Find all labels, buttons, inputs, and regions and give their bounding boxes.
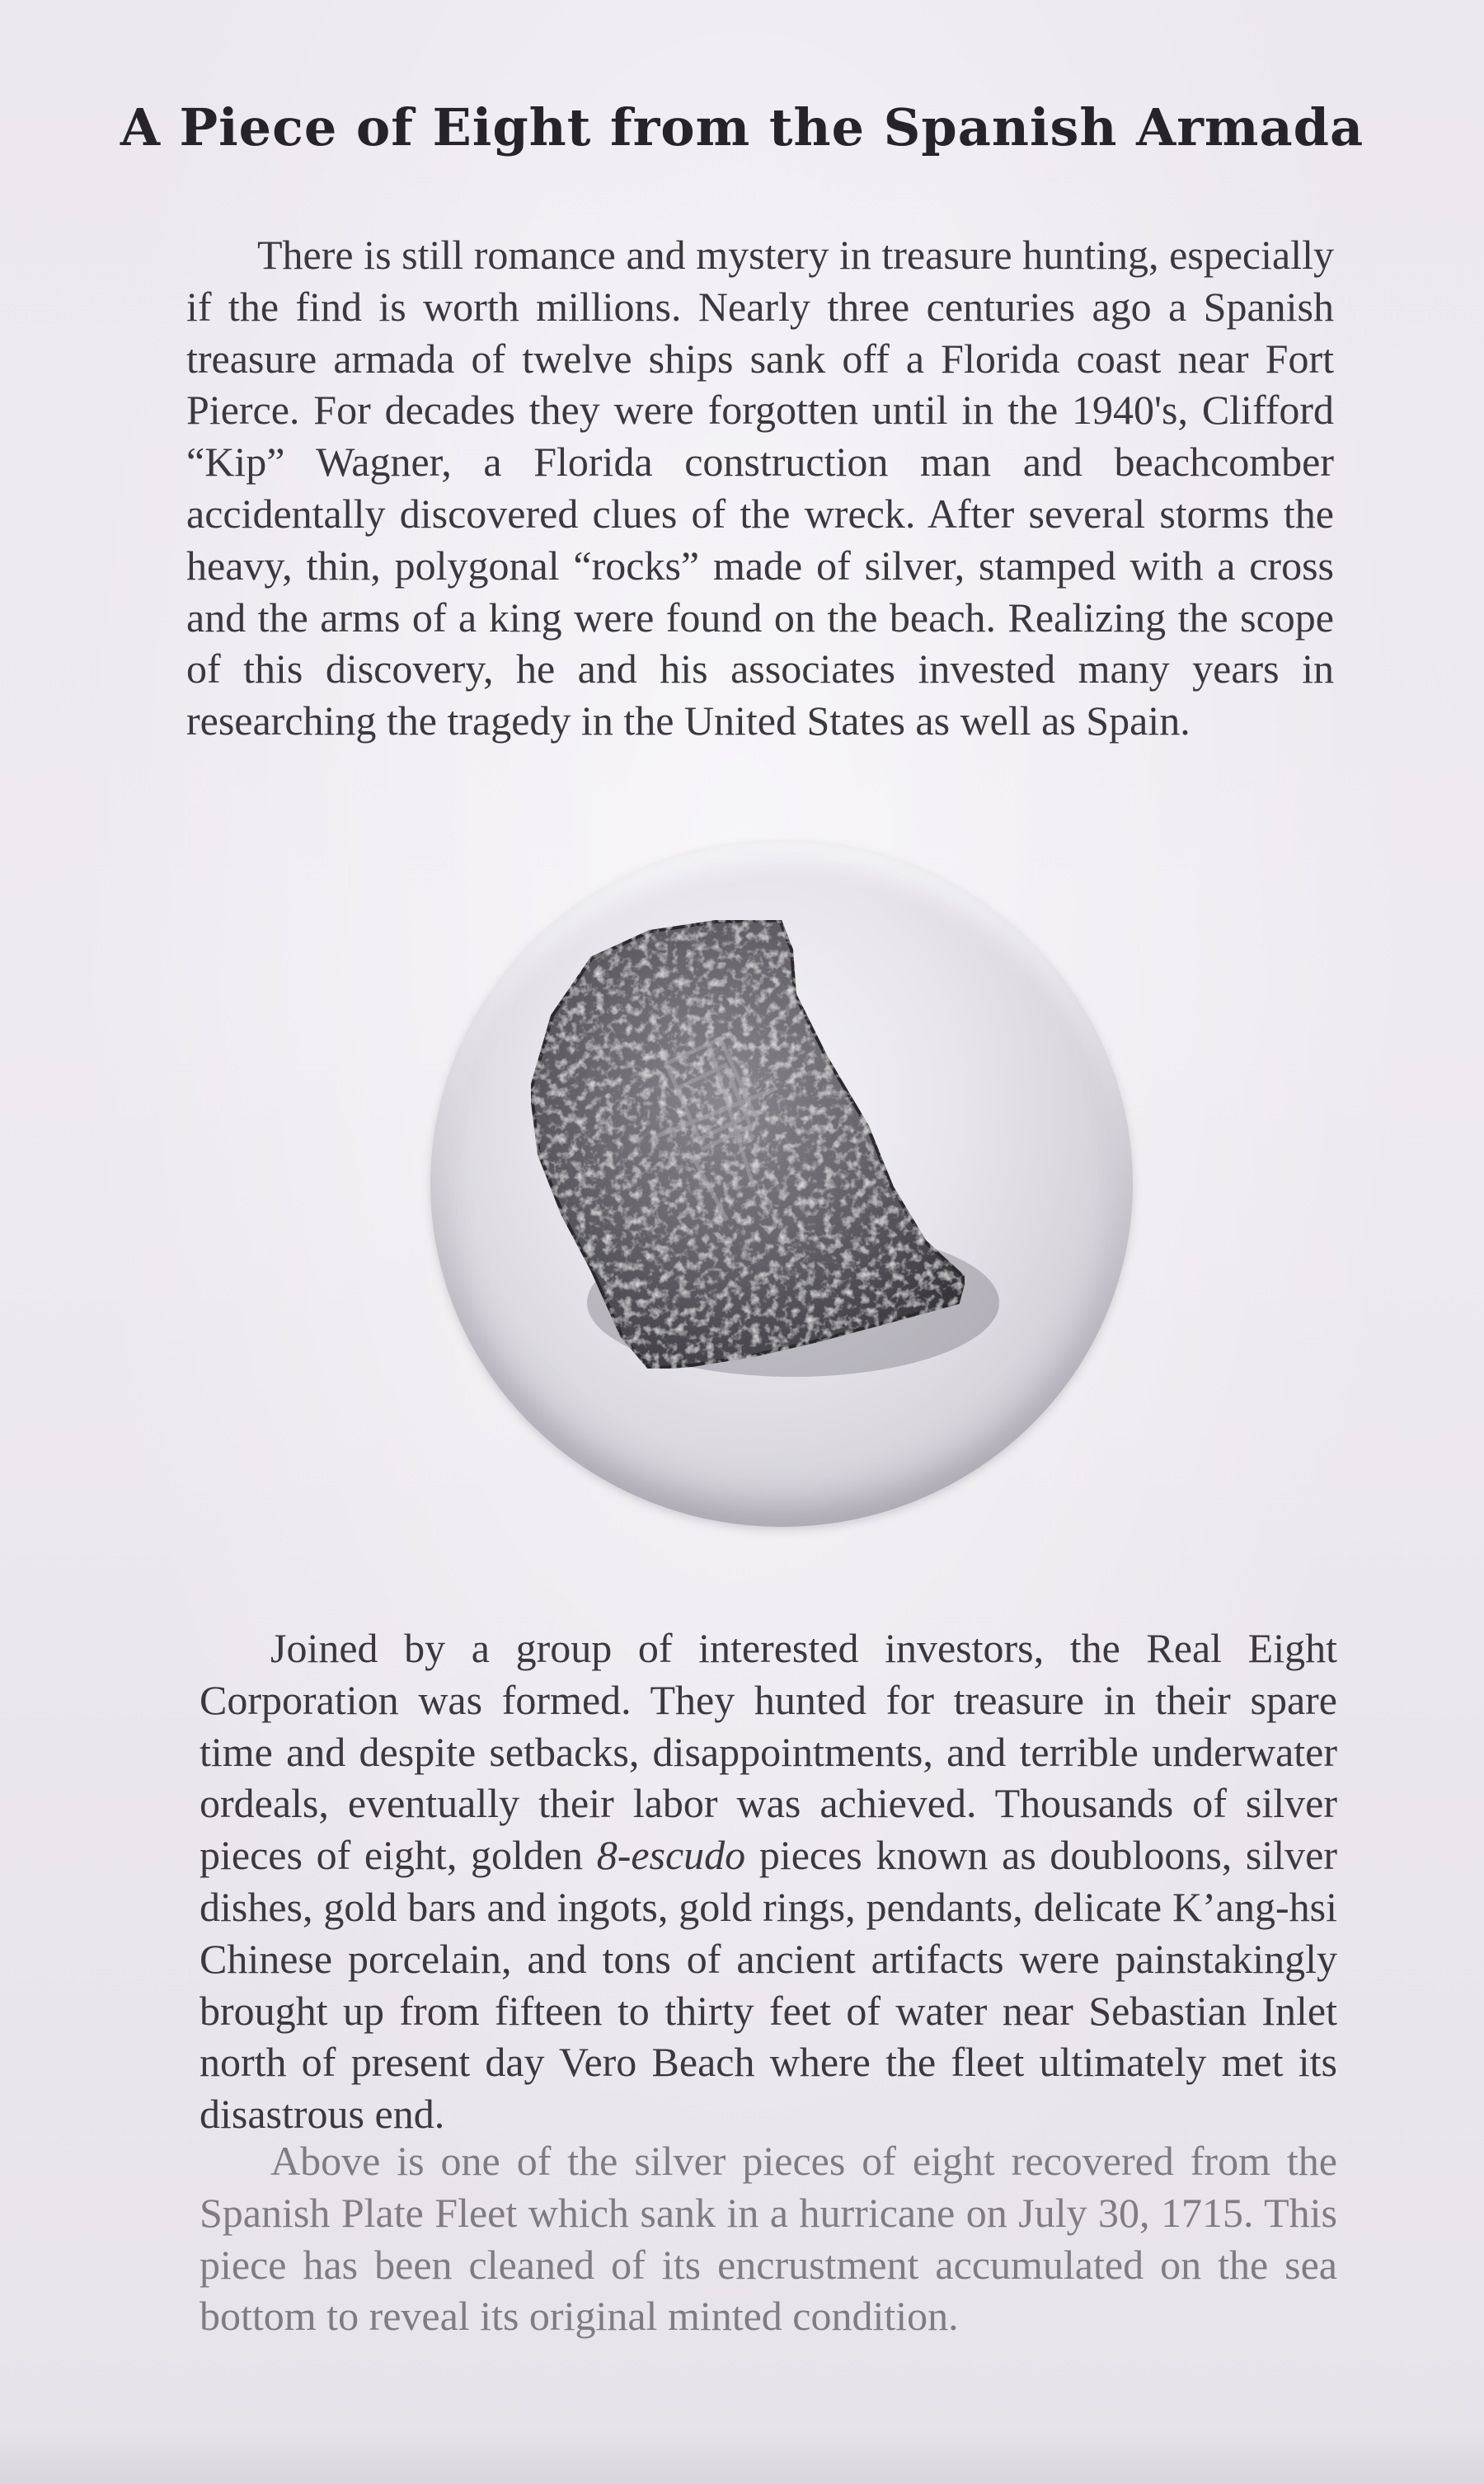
escudo-term: 8-escudo bbox=[596, 1832, 746, 1879]
page-title: A Piece of Eight from the Spanish Armada bbox=[120, 97, 1364, 157]
coin-display-window bbox=[430, 841, 1133, 1527]
investors-text-end: pieces known as doubloons, silver dishes, gold bars and ingots, gold rings, pendants, delicate K’ang-hsi Chinese porcelain, and tons of ancient artifacts were painstakingly brought up from fifteen to thirty feet of water near Sebastian Inlet north of present day Vero Beach where the fleet ultimately met its disastrous end. bbox=[200, 1832, 1337, 2138]
coin-image bbox=[430, 841, 1133, 1527]
investors-paragraph bbox=[200, 1622, 1337, 2140]
intro-paragraph: There is still romance and mystery in treasure hunting, especially if the find is worth millions. Nearly three centuries ago a Spanish treasure armada of twelve ships sank off a Florida coast near Fort Pierce. For decades they were forgotten until in the 1940's, Clifford “Kip” Wagner, a Florida construction man and beachcomber accidentally discovered clues of the wreck. After several storms the heavy, thin, polygonal “rocks” made of silver, stamped with a cross and the arms of a king were found on the beach. Realizing the scope of this discovery, he and his associates invested many years in researching the tragedy in the United States as well as Spain. bbox=[186, 232, 1334, 744]
coin-description-paragraph: Above is one of the silver pieces of eight recovered from the Spanish Plate Fleet which sank in a hurricane on July 30, 1715. This piece has been cleaned of its encrustment accumulated on the sea bottom to reveal its original minted condition. bbox=[200, 2138, 1337, 2340]
investors-text-start: Joined by a group of interested investors, the Real Eight Corporation was formed. They hunted for treasure in their spare time and despite setbacks, disappointments, and terrible underwater ordeals, eventually their labor was achieved. Thousands of silver pieces of eight, golden bbox=[200, 1625, 1337, 1879]
